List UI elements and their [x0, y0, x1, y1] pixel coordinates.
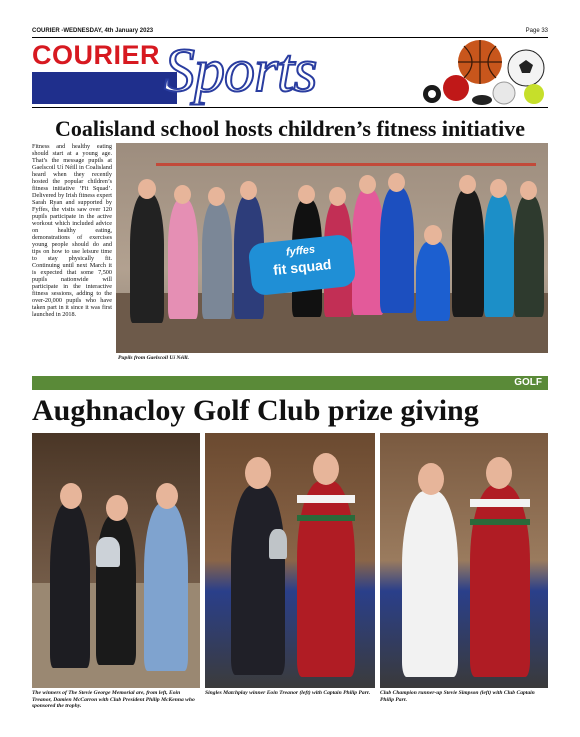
- photo-caption-fitness: Pupils from Gaelscoil Uí Néill.: [118, 355, 190, 361]
- photo-golf-matchplay: [205, 433, 375, 688]
- sports-balls-icon: [398, 38, 548, 106]
- masthead-banner: [32, 72, 177, 104]
- headline-fitness: Coalisland school hosts children’s fitness initiative: [54, 116, 525, 141]
- edition-line: COURIER -WEDNESDAY, 4th January 2023: [32, 28, 154, 34]
- headline-golf: Aughnacloy Golf Club prize giving: [32, 394, 479, 427]
- page-number: Page 33: [525, 28, 548, 34]
- sign-title: fit squad: [272, 255, 333, 278]
- sign-brand: fyffes: [285, 243, 316, 259]
- article-body-fitness: Fitness and healthy eating should start at a young age. That’s the message pupils at Gaelscoil Uí Néill in Coalisland heard when they recently hosted the popular children’s fitness initiative ‘Fit Squad’. Delivered by Irish fitness expert Sarah Ryan and supported by Fyffes, the visits saw over 120 pupils participate in the active workout which included advice on healthy eating, demonstrations of exercises young people should do and tips on how to use leisure time to stay physically fit. Continuing until next March it is expected that some 7,500 pupils nationwide will participate in the interactive fitness sessions, adding to the over-20,000 pupils who have taken part in it since it was first launched in 2018.: [32, 143, 112, 318]
- caption-golf-matchplay: Singles Matchplay winner Eoin Treanor (left) with Captain Philip Parr.: [205, 690, 371, 696]
- photo-golf-champion: [380, 433, 548, 688]
- section-logo: Sports: [164, 37, 317, 105]
- section-label-golf: GOLF: [514, 377, 542, 388]
- photo-fit-squad: [116, 143, 548, 353]
- fit-squad-sign: [248, 234, 357, 297]
- caption-golf-champion: Club Champion runner-up Stevie Simpson (left) with Club Captain Philip Parr.: [380, 690, 535, 703]
- caption-golf-memorial: The winners of The Stevie George Memorial are, from left, Eoin Treanor, Damien McCarron with Club President Philip McKenna who sponsored the trophy.: [32, 690, 195, 710]
- masthead-rule: [32, 107, 548, 108]
- photo-golf-memorial: [32, 433, 200, 688]
- section-bar-golf: [32, 376, 548, 390]
- brand-logo: COURIER: [32, 40, 161, 70]
- masthead: [32, 38, 548, 106]
